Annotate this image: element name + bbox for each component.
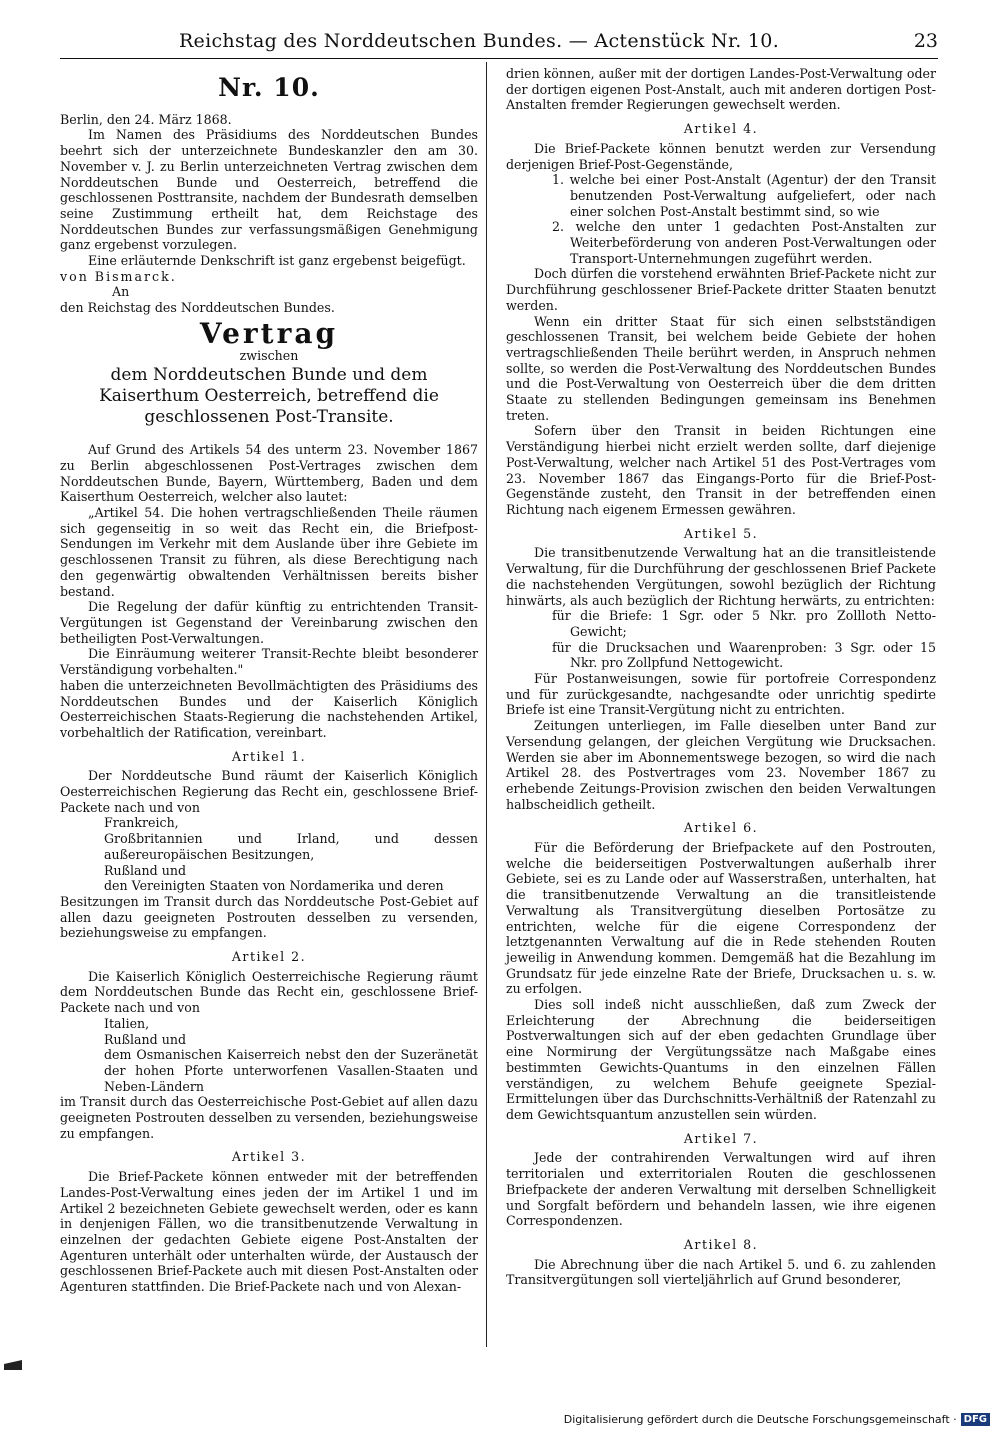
signature: von Bismarck. [60,268,177,284]
column-divider [486,62,487,1347]
artikel-5-text-3: Zeitungen unterliegen, im Falle dieselben unter Band zur Versendung gelangen, der gleichen Vergütung wie Drucksachen. Werden sie aber im Abonnementswege bezogen, so wird die nach Artikel 28. des Postvertrages vom 23. November 1867 zu erhebende Zeitungs-Provision zwischen den beiden Verwaltungen halbscheidlich getheilt. [506,718,936,812]
quote-paragraph-1: „Artikel 54. Die hohen vertragschließenden Theile räumen sich gegenseitig in so weit das Recht ein, die Briefpost-Sendungen im Verkehr mit dem Auslande über ihre Gebiete im geschlossenen Transit zu führen, als diese Berechtigung nach den gegenwärtig obwaltenden Verhältnissen bereits bisher bestand. [60,505,478,599]
artikel-4-text: Die Brief-Packete können benutzt werden zur Versendung derjenigen Brief-Post-Gegenstände, [506,140,936,172]
artikel-3-text: Die Brief-Packete können entweder mit der betreffenden Landes-Post-Verwaltung eines jeden der im Artikel 1 und im Artikel 2 bezeichneten Gebiete gewechselt werden, oder es kann in denjenigen Fällen, wo die transitbenutzende Verwaltung in einzelnen der gedachten Gebiete eigene Post-Anstalten der Agenturen unterhält oder unterhalten würde, der Austausch der geschlossenen Brief-Packete auch mit diesen Post-Anstalten oder Agenturen stattfinden. Die Brief-Packete nach und von Alexan- [60,1169,478,1295]
artikel-8-title: Artikel 8. [683,1236,759,1252]
artikel-1-end: Besitzungen im Transit durch das Norddeutsche Post-Gebiet auf allen dazu geeigneten Postrouten desselben zu versenden, beziehungsweise zu empfangen. [60,893,478,941]
right-column [506,66,936,1288]
artikel-4-text-2: Doch dürfen die vorstehend erwähnten Brief-Packete nicht zur Durchführung geschlossener Brief-Packete dritter Staaten benutzt werden. [506,266,936,313]
artikel-1-item: Großbritannien und Irland, und dessen außereuropäischen Besitzungen, [104,831,478,862]
page-header [60,28,938,59]
artikel-4-item-1: 1. welche bei einer Post-Anstalt (Agentur) der den Transit benutzenden Post-Verwaltung aufgeliefert, oder nach einer solchen Post-Anstalt bestimmt sind, so wie [552,172,936,219]
artikel-3-title: Artikel 3. [231,1149,307,1165]
zwischen-line: zwischen [239,347,299,363]
artikel-4-item-2: 2. welche den unter 1 gedachten Post-Anstalten zur Weiterbeförderung von anderen Post-Verwaltungen oder Transport-Unternehmungen zugeführt werden. [552,219,936,266]
scan-edge-mark [4,1360,22,1370]
artikel-3-continuation: drien können, außer mit der dortigen Landes-Post-Verwaltung oder der dortigen eigenen Post-Anstalt, auch mit anderen dortigen Post-Anstalten fremder Regierungen gewechselt werden. [506,66,936,113]
running-title: Reichstag des Norddeutschen Bundes. — Actenstück Nr. 10. [178,30,780,52]
artikel-5-text: Die transitbenutzende Verwaltung hat an die transitleistende Verwaltung, für die Durchführung der geschlossenen Brief Packete die nachstehenden Vergütungen, sowohl bezüglich der Richtung hinwärts, als auch bezüglich der Richtung herwärts, zu entrichten: [506,545,936,608]
artikel-7-title: Artikel 7. [683,1130,759,1146]
address-an: An [112,284,130,300]
vertrag-title: dem Norddeutschen Bunde und dem Kaiserthum Oesterreich, betreffend die geschlossenen Post-Transite. [99,365,439,428]
quote-paragraph-2: Die Regelung der dafür künftig zu entrichtenden Transit-Vergütungen ist Gegenstand der Vereinbarung zwischen den betheiligten Post-Verwaltungen. [60,599,478,646]
artikel-5-text-2: Für Postanweisungen, sowie für portofreie Correspondenz und für zurückgesandte, nachgesandte oder unrichtig spedirte Briefe ist eine Transit-Vergütung nicht zu entrichten. [506,671,936,718]
artikel-1-item: Frankreich, [104,815,179,831]
artikel-6-text: Für die Beförderung der Briefpackete auf den Postrouten, welche die beiderseitigen Postverwaltungen außerhalb ihrer Gebiete, sei es zu Lande oder auf Wasserstraßen, unterhalten, hat die transitbenutzende Verwaltung an die transitleistende Verwaltung als Transitvergütung dieselben Portosätze zu entrichten, welche für die eigene Correspondenz der letztgenannten Verwaltung auf die in Rede stehenden Routen jeweilig in Anwendung kommen. Demgemäß hat die Bezahlung im Grundsatz für jede einzelne Rate der Briefe, Drucksachen u. s. w. zu erfolgen. [506,840,936,997]
denkschrift-line: Eine erläuternde Denkschrift ist ganz ergebenst beigefügt. [88,253,466,269]
artikel-1-item: Rußland und [104,862,187,878]
left-column [60,66,478,1295]
preamble-paragraph: Auf Grund des Artikels 54 des unterm 23. November 1867 zu Berlin abgeschlossenen Post-Vertrages zwischen dem Norddeutschen Bunde, Bayern, Württemberg, Baden und dem Kaiserthum Oesterreich, welcher also lautet: [60,442,478,505]
artikel-2-item: dem Osmanischen Kaiserreich nebst den der Suzeränetät der hohen Pforte unterworfenen Vasallen-Staaten und Neben-Ländern [104,1047,478,1094]
artikel-5-item-2: für die Drucksachen und Waarenproben: 3 Sgr. oder 15 Nkr. pro Zollpfund Nettogewicht. [552,639,936,671]
page-number: 23 [913,30,938,52]
artikel-2-end: im Transit durch das Oesterreichische Post-Gebiet auf allen dazu geeigneten Postrouten desselben zu versenden, beziehungsweise zu empfangen. [60,1094,478,1141]
artikel-1-item: den Vereinigten Staaten von Nordamerika und deren [104,878,444,894]
artikel-6-title: Artikel 6. [683,820,759,836]
artikel-2-title: Artikel 2. [231,949,307,965]
artikel-5-title: Artikel 5. [683,525,759,541]
artikel-2-text: Die Kaiserlich Königlich Oesterreichische Regierung räumt dem Norddeutschen Bunde das Recht ein, geschlossene Brief-Packete nach und von [60,968,478,1016]
artikel-4-title: Artikel 4. [683,121,759,137]
recipient-line: den Reichstag des Norddeutschen Bundes. [60,300,335,316]
artikel-4-text-3: Wenn ein dritter Staat für sich einen selbstständigen geschlossenen Transit, bei welchem beide Gebiete der hohen vertragschließenden Theile berührt werden, in Anspruch nehmen sollte, so werden die Post-Verwaltung des Norddeutschen Bundes und die Post-Verwaltung von Oesterreich über die dem dritten Staate zu stellenden Bedingungen gemeinsam ins Benehmen treten. [506,313,936,423]
agreement-paragraph: haben die unterzeichneten Bevollmächtigten des Präsidiums des Norddeutschen Bundes und der Kaiserlich Königlich Oesterreichischen Staats-Regierung die nachstehenden Artikel, vorbehaltlich der Ratification, vereinbart. [60,677,478,740]
artikel-6-text-2: Dies soll indeß nicht ausschließen, daß zum Zweck der Erleichterung der Abrechnung die beiderseitigen Postverwaltungen sich auf der eben gedachten Grundlage über eine Normirung der Vergütungssätze nach Maßgabe eines bestimmten Gewichts-Quantums in den einzelnen Fällen verständigen, zu welchem Behufe geeignete Spezial-Ermittelungen über das Durchschnitts-Verhältniß der Ratenzahl zu dem Gewichtsquantum anzustellen sein würden. [506,997,936,1122]
artikel-5-item-1: für die Briefe: 1 Sgr. oder 5 Nkr. pro Zollloth Netto-Gewicht; [552,608,936,639]
artikel-1-title: Artikel 1. [231,748,307,764]
dfg-logo: DFG [961,1413,990,1426]
artikel-8-text: Die Abrechnung über die nach Artikel 5. und 6. zu zahlenden Transitvergütungen soll vierteljährlich auf Grund besonderer, [506,1256,936,1288]
vertrag-heading: Vertrag [199,316,339,350]
footer-text: Digitalisierung gefördert durch die Deutsche Forschungsgemeinschaft · [563,1413,957,1426]
artikel-2-item: Italien, [104,1015,150,1031]
digitization-footer [564,1413,990,1426]
date-line: Berlin, den 24. März 1868. [60,111,232,127]
artikel-7-text: Jede der contrahirenden Verwaltungen wird auf ihren territorialen und exterritorialen Routen die geschlossenen Briefpackete der anderen Verwaltung mit derselben Schnelligkeit und Sorgfalt befördern und behandeln lassen, wie ihre eigenen Correspondenzen. [506,1150,936,1229]
artikel-1-text: Der Norddeutsche Bund räumt der Kaiserlich Königlich Oesterreichischen Regierung das Recht ein, geschlossene Brief-Packete nach und von [60,768,478,815]
artikel-2-item: Rußland und [104,1031,187,1047]
intro-paragraph: Im Namen des Präsidiums des Norddeutschen Bundes beehrt sich der unterzeichnete Bundeskanzler den am 30. November v. J. zu Berlin unterzeichneten Vertrag zwischen dem Norddeutschen Bunde und Oesterreich, betreffend die geschlossenen Posttransite, nachdem der Bundesrath demselben seine Zustimmung ertheilt hat, dem Reichstage des Norddeutschen Bundes zur verfassungsmäßigen Genehmigung ganz ergebenst vorzulegen. [60,127,478,253]
quote-paragraph-3: Die Einräumung weiterer Transit-Rechte bleibt besonderer Verständigung vorbehalten." [60,646,478,678]
artikel-4-text-4: Sofern über den Transit in beiden Richtungen eine Verständigung hierbei nicht erzielt werden sollte, darf diejenige Post-Verwaltung, welcher nach Artikel 51 des Post-Vertrages vom 23. November 1867 das Eingangs-Porto für die Brief-Post-Gegenstände zusteht, den Transit in der betreffenden einen Richtung nach eigenem Ermessen gewähren. [506,423,936,517]
document-number: Nr. 10. [218,73,320,102]
